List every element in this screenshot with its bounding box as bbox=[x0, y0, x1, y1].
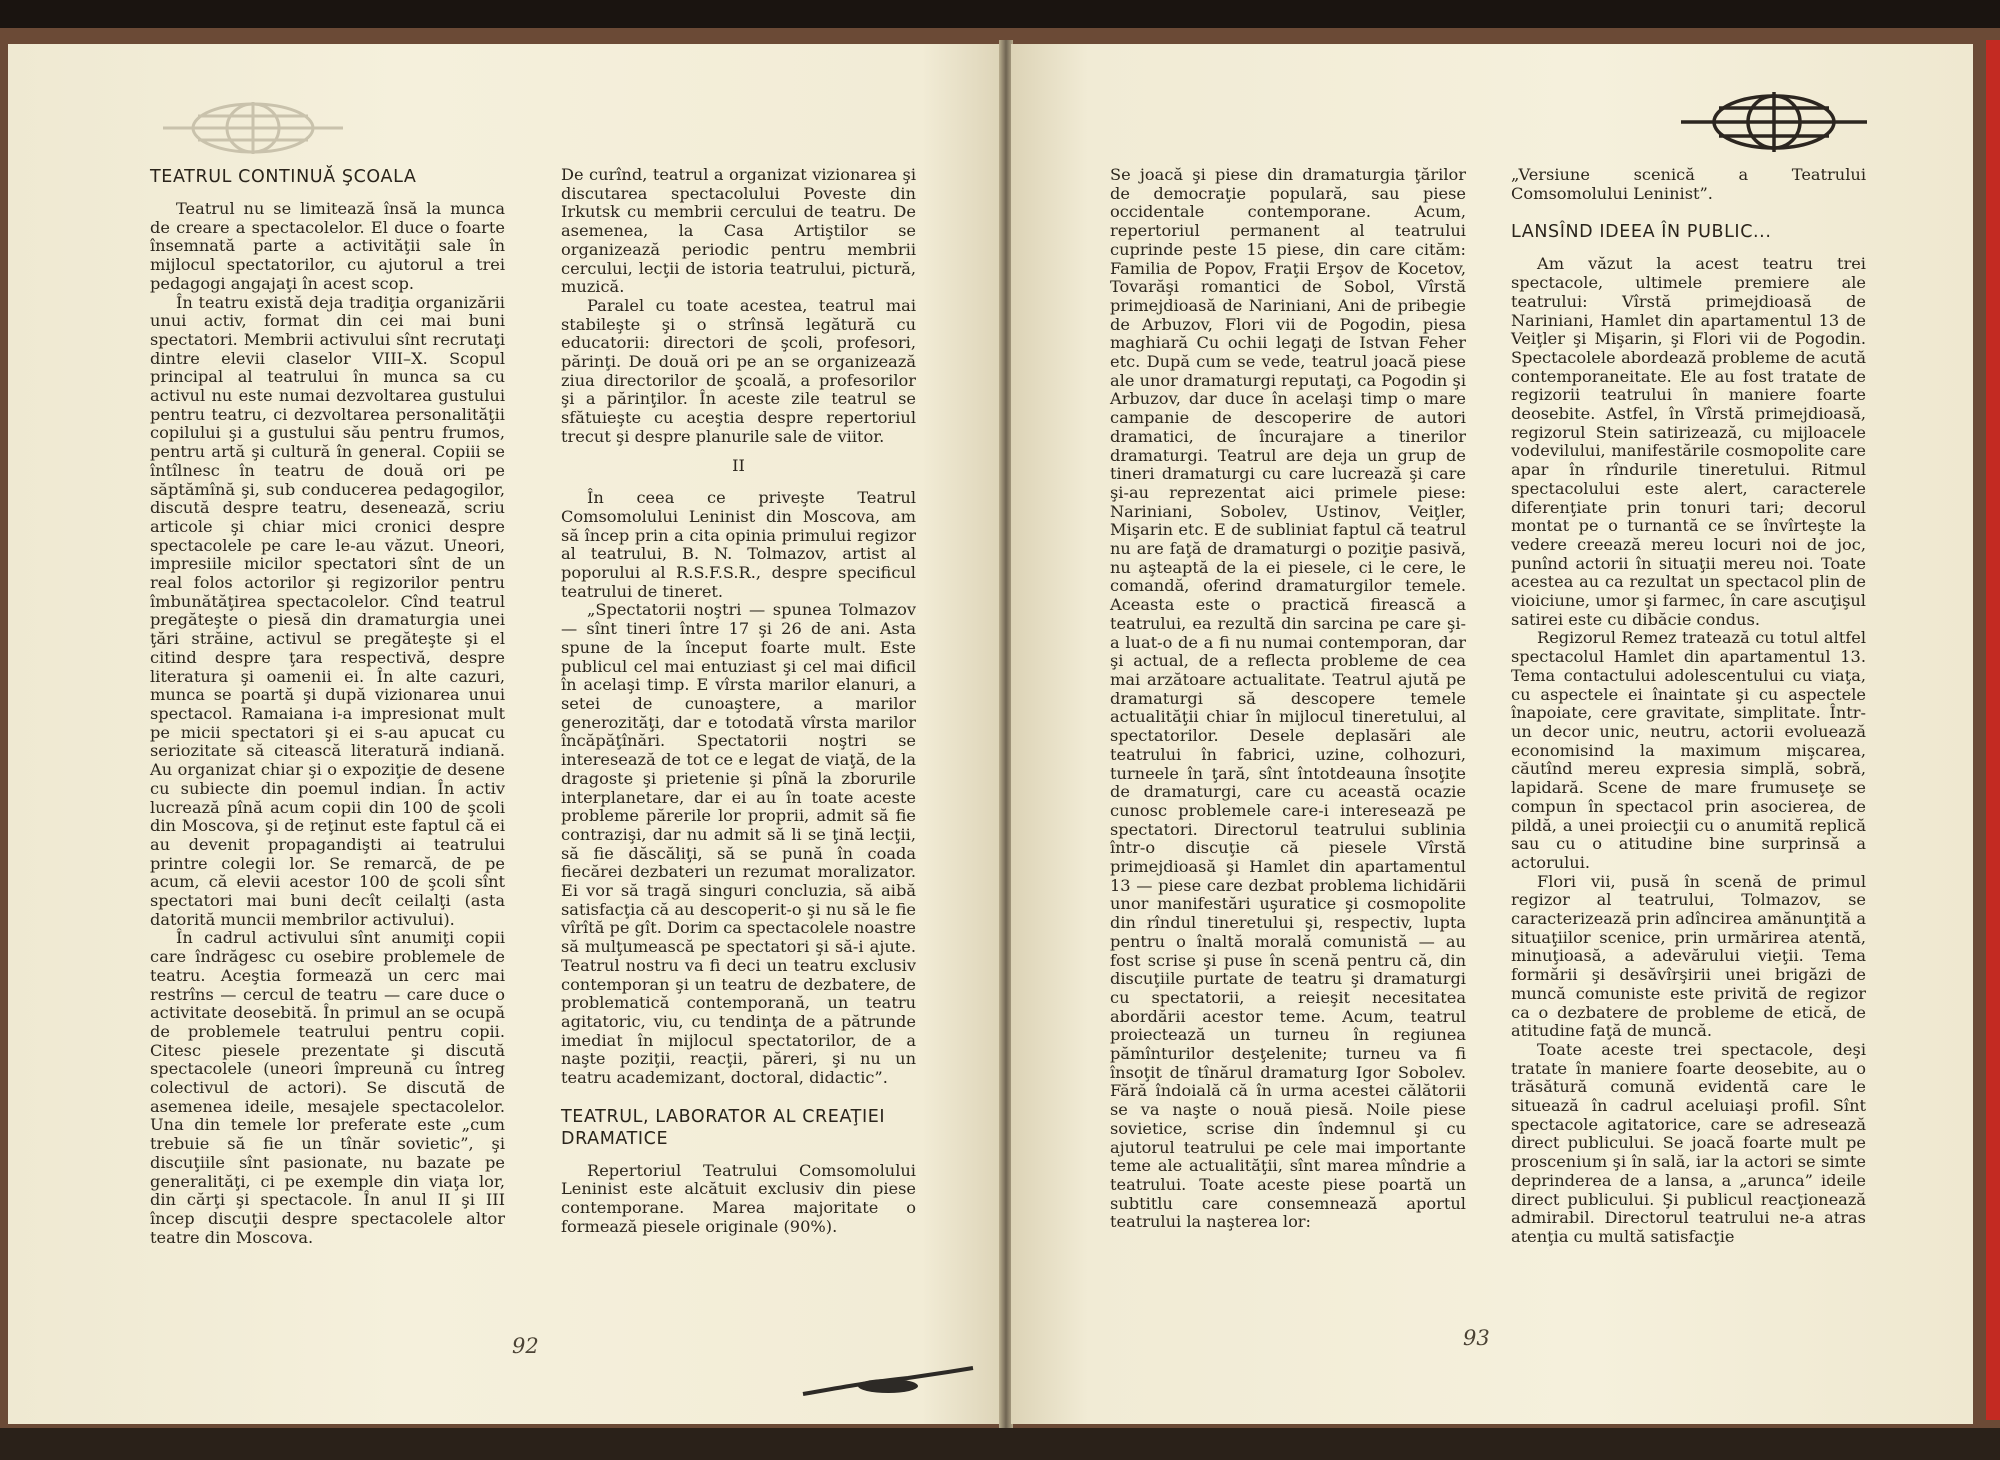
cover-red-edge bbox=[1986, 40, 2000, 1420]
paragraph: Am văzut la acest teatru trei spectacole, ultimele premiere ale teatrului: Vîrstă primejdioasă de Nariniani, Hamlet din apartamentul 13 de Veiţler şi Mişarin, şi Flori vii de Pogodin. Spectacolele abordează probleme de acută contemporaneitate. Ele au fost tratate de regizorii teatrului în maniere foarte deosebite. Astfel, în Vîrstă primejdioasă, regizorul Stein satirizează, cu mijloacele vodevilului, manifestările cosmopolite care apar în rîndurile tineretului. Ritmul spectacolului este alert, caracterele diferenţiate prin tonuri tari; decorul montat pe o turnantă ce se învîrteşte la vedere creează mereu locuri noi de joc, punînd actorii în situaţii mereu noi. Toate acestea au ca rezultat un spectacol plin de vioiciune, umor şi farmec, în care ascuţişul satirei este cu dibăcie condus. bbox=[1511, 254, 1866, 629]
paragraph: În cadrul activului sînt anumiţi copii care îndrăgesc cu osebire problemele de teatru. Aceştia formează un cerc mai restrîns — cercul de teatru — care duce o activitate deosebită. În primul an se ocupă de problemele teatrului pentru copii. Citesc piesele prezentate şi discută spectacolele (uneori împreună cu întreg colectivul de actori). Se discută de asemenea ideile, mesajele spectacolelor. Una din temele lor preferate este „cum trebuie să fie un tînăr sovietic”, şi discuţiile sînt pasionate, nu bazate pe generalităţi, ci pe exemple din viaţa lor, din cărţi şi spectacole. În anul II şi III încep discuţii despre spectacolele altor teatre din Moscova. bbox=[150, 928, 505, 1247]
page-number-left: 92 bbox=[512, 1334, 539, 1358]
paragraph: În ceea ce priveşte Teatrul Comsomolului Leninist din Moscova, am să încep prin a cita opinia primului regizor al teatrului, B. N. Tolmazov, artist al poporului al R.S.F.S.R., despre specificul teatrului de tineret. bbox=[561, 488, 916, 601]
left-page-column-1 bbox=[150, 166, 505, 1247]
page-number-right: 93 bbox=[1463, 1326, 1490, 1350]
paragraph: Repertoriul Teatrului Comsomolului Leninist este alcătuit exclusiv din piese contemporane. Marea majoritate o formează piesele originale (90%). bbox=[561, 1160, 916, 1236]
ink-smudge-icon bbox=[798, 1364, 978, 1404]
paragraph: „Versiune scenică a Teatrului Comsomolului Leninist”. bbox=[1511, 165, 1866, 203]
right-page-column-1 bbox=[1110, 166, 1466, 1232]
paragraph: Se joacă şi piese din dramaturgia ţărilor de democraţie populară, sau piese occidentale contemporane. Acum, repertoriul permanent al teatrului cuprinde peste 15 piese, din care cităm: Familia de Popov, Fraţii Erşov de Kocetov, Tovarăşi romantici de Sobol, Vîrstă primejdioasă de Nariniani, Ani de pribegie de Arbuzov, Flori vii de Pogodin, piesa maghiară Cu ochii legaţi de Istvan Feher etc. După cum se vede, teatrul joacă piese ale unor dramaturgi reputaţi, ca Pogodin şi Arbuzov, dar duce în acelaşi timp o mare campanie de descoperire de autori dramatici, de încurajare a tinerilor dramaturgi. Teatrul are deja un grup de tineri dramaturgi cu care lucrează şi care şi-au reprezentat aici primele piese: Nariniani, Sobolev, Ustinov, Veiţler, Mişarin etc. E de subliniat faptul că teatrul nu are faţă de dramaturgi o poziţie pasivă, nu aşteaptă de la ei piesele, ci le cere, le comandă, oferind dramaturgilor temele. Aceasta este o practică firească a teatrului, ea rezultă din sarcina pe care şi-a luat-o de a fi nu numai contemporan, dar şi actual, de a reflecta probleme de cea mai arzătoare actualitate. Teatrul ajută pe dramaturgi să descopere temele actualităţii chiar în mijlocul tineretului, al spectatorilor. Desele deplasări ale teatrului în fabrici, uzine, colhozuri, turneele în ţară, sînt întotdeauna însoţite de dramaturgi, care cu această ocazie cunosc problemele care-i interesează pe spectatori. Directorul teatrului sublinia într-o discuţie că piesele Vîrstă primejdioasă şi Hamlet din apartamentul 13 — piese care dezbat problema lichidării unor manifestări uşuratice şi cosmopolite din rîndul tineretului şi, respectiv, lupta pentru o înaltă morală comunistă — au fost scrise şi puse în scenă pentru că, din discuţiile purtate de teatru şi dramaturgi cu spectatorii, a reieşit necesitatea abordării acestor teme. Acum, teatrul proiectează un turneu în regiunea pămînturilor desţelenite; turneu va fi însoţit de tînărul dramaturg Igor Sobolev. Fără îndoială că în urma acestei călătorii se va naşte o nouă piesă. Noile piese sovietice, scrise din îndemnul şi cu ajutorul teatrului pe cele mai importante teme ale actualităţii, sînt marea mîndrie a teatrului. Toate aceste piese poartă un subtitlu care consemnează aportul teatrului la naşterea lor: bbox=[1110, 165, 1466, 1232]
right-page-column-2 bbox=[1511, 166, 1866, 1247]
paragraph: De curînd, teatrul a organizat vizionarea şi discutarea spectacolului Poveste din Irkutsk cu membrii cercului de teatru. De asemenea, la Casa Artiştilor se organizează periodic pentru membrii cercului, lecţii de istoria teatrului, pictură, muzică. bbox=[561, 165, 916, 297]
paragraph: Teatrul nu se limitează însă la munca de creare a spectacolelor. El duce o foarte însemnată parte a activităţii sale în mijlocul spectatorilor, cu ajutorul a trei pedagogi angajaţi în acest scop. bbox=[150, 199, 505, 293]
left-page bbox=[8, 44, 1001, 1424]
paragraph: Paralel cu toate acestea, teatrul mai stabileşte şi o strînsă legătură cu educatorii: directori de şcoli, profesori, părinţi. De două ori pe an se organizează ziua directorilor de şcoală, a profesorilor şi a părinţilor. În aceste zile teatrul se sfătuieşte cu aceştia despre repertoriul trecut şi despre planurile sale de viitor. bbox=[561, 295, 916, 446]
section-heading: TEATRUL, LABORATOR AL CREAŢIEI DRAMATICE bbox=[561, 1106, 886, 1149]
globe-logo-icon bbox=[1679, 90, 1869, 154]
right-page bbox=[1011, 44, 1973, 1424]
section-number: II bbox=[732, 455, 745, 475]
paragraph: Regizorul Remez tratează cu totul altfel spectacolul Hamlet din apartamentul 13. Tema contactului adolescentului cu viaţa, cu aspectele ei înaintate şi cu aspectele înapoiate, cere gravitate, simplitate. Într-un decor unic, neutru, actorii evoluează economisind la maximum mişcarea, căutînd mereu expresia simplă, sobră, lapidară. Scene de mare frumuseţe se compun în spectacol prin asocierea, de pildă, a unei proiecţii cu o anumită replică sau cu o atitudine bine surprinsă a actorului. bbox=[1511, 628, 1866, 872]
paragraph: Toate aceste trei spectacole, deşi tratate în maniere foarte deosebite, au o trăsătură comună evidentă care le situează în cadrul aceluiaşi profil. Sînt spectacole agitatorice, care se adresează direct publicului. Se joacă foarte mult pe proscenium şi în sală, iar la actori se simte deprinderea de a lansa, a „arunca” ideile direct publicului. Şi publicul reacţionează admirabil. Directorul teatrului ne-a atras atenţia cu multă satisfacţie bbox=[1511, 1039, 1866, 1246]
paragraph: Flori vii, pusă în scenă de primul regizor al teatrului, Tolmazov, se caracterizează prin adîncirea amănunţită a situaţiilor scenice, prin urmărirea atentă, minuţioasă, a adevărului vieţii. Tema formării şi desăvîrşirii unei brigăzi de muncă comuniste este privită de regizor ca o dezbatere de probleme de etică, de atitudine faţă de muncă. bbox=[1511, 871, 1866, 1041]
section-heading: LANSÎND IDEEA ÎN PUBLIC... bbox=[1511, 222, 1772, 243]
paragraph: În teatru există deja tradiţia organizării unui activ, format din cei mai buni spectatori. Membrii activului sînt recrutaţi dintre elevii claselor VIII–X. Scopul principal al teatrului în munca sa cu activul nu este numai dezvoltarea gustului pentru teatru, ci dezvoltarea personalităţii copilului şi a gustului său pentru frumos, pentru artă şi cultură în general. Copiii se întîlnesc în teatru de două ori pe săptămînă şi, sub conducerea pedagogilor, discută despre teatru, desenează, scriu articole şi chiar mici cronici despre spectacolele pe care le-au văzut. Uneori, impresiile micilor spectatori sînt de un real folos actorilor şi regizorilor pentru îmbunătăţirea spectacolelor. Cînd teatrul pregăteşte o piesă din dramaturgia unei ţări străine, activul se pregăteşte şi el citind despre ţara respectivă, despre literatura şi oamenii ei. În alte cazuri, munca se poartă şi după vizionarea unui spectacol. Ramaiana i-a impresionat mult pe micii spectatori şi ei s-au apucat cu seriozitate să citească literatură indiană. Au organizat chiar şi o expoziţie de desene cu subiecte din poemul indian. În activ lucrează pînă acum copii din 100 de şcoli din Moscova, şi de reţinut este faptul că ei au devenit propagandişti ai teatrului printre colegii lor. Se remarcă, de pe acum, că elevii acestor 100 de şcoli sînt spectatori mai buni decît ceilalţi (asta datorită muncii membrilor activului). bbox=[150, 292, 505, 929]
globe-logo-icon bbox=[158, 100, 348, 156]
section-heading: TEATRUL CONTINUĂ ŞCOALA bbox=[150, 167, 417, 187]
left-page-column-2 bbox=[561, 166, 916, 1237]
paragraph: „Spectatorii noştri — spunea Tolmazov — sînt tineri între 17 şi 26 de ani. Asta spune de la început foarte mult. Este publicul cel mai entuziast şi cel mai dificil în acelaşi timp. E vîrsta marilor elanuri, a setei de cunoaştere, a marilor generozităţi, dar e totodată vîrsta marilor încăpăţînări. Spectatorii noştri se interesează de tot ce e legat de viaţă, de la dragoste şi prietenie şi pînă la zborurile interplanetare, dar ei au în toate aceste probleme părerile lor proprii, admit să fie contrazişi, dar nu admit să li se ţină lecţii, să fie dăscăliţi, să se pună în coada fiecărei dezbateri un rezumat moralizator. Ei vor să tragă singuri concluzia, să aibă satisfacţia că au descoperit-o şi nu să le fie vîrîtă pe gît. Dorim ca spectacolele noastre să mulţumească pe spectatori şi să-i ajute. Teatrul nostru va fi deci un teatru exclusiv contemporan şi un teatru de dezbatere, de problematică contemporană, un teatru agitatoric, viu, cu tendinţa de a pătrunde imediat în mijlocul spectatorilor, de a naşte poziţii, reacţii, păreri, şi nu un teatru academizant, doctoral, didactic”. bbox=[561, 600, 916, 1088]
